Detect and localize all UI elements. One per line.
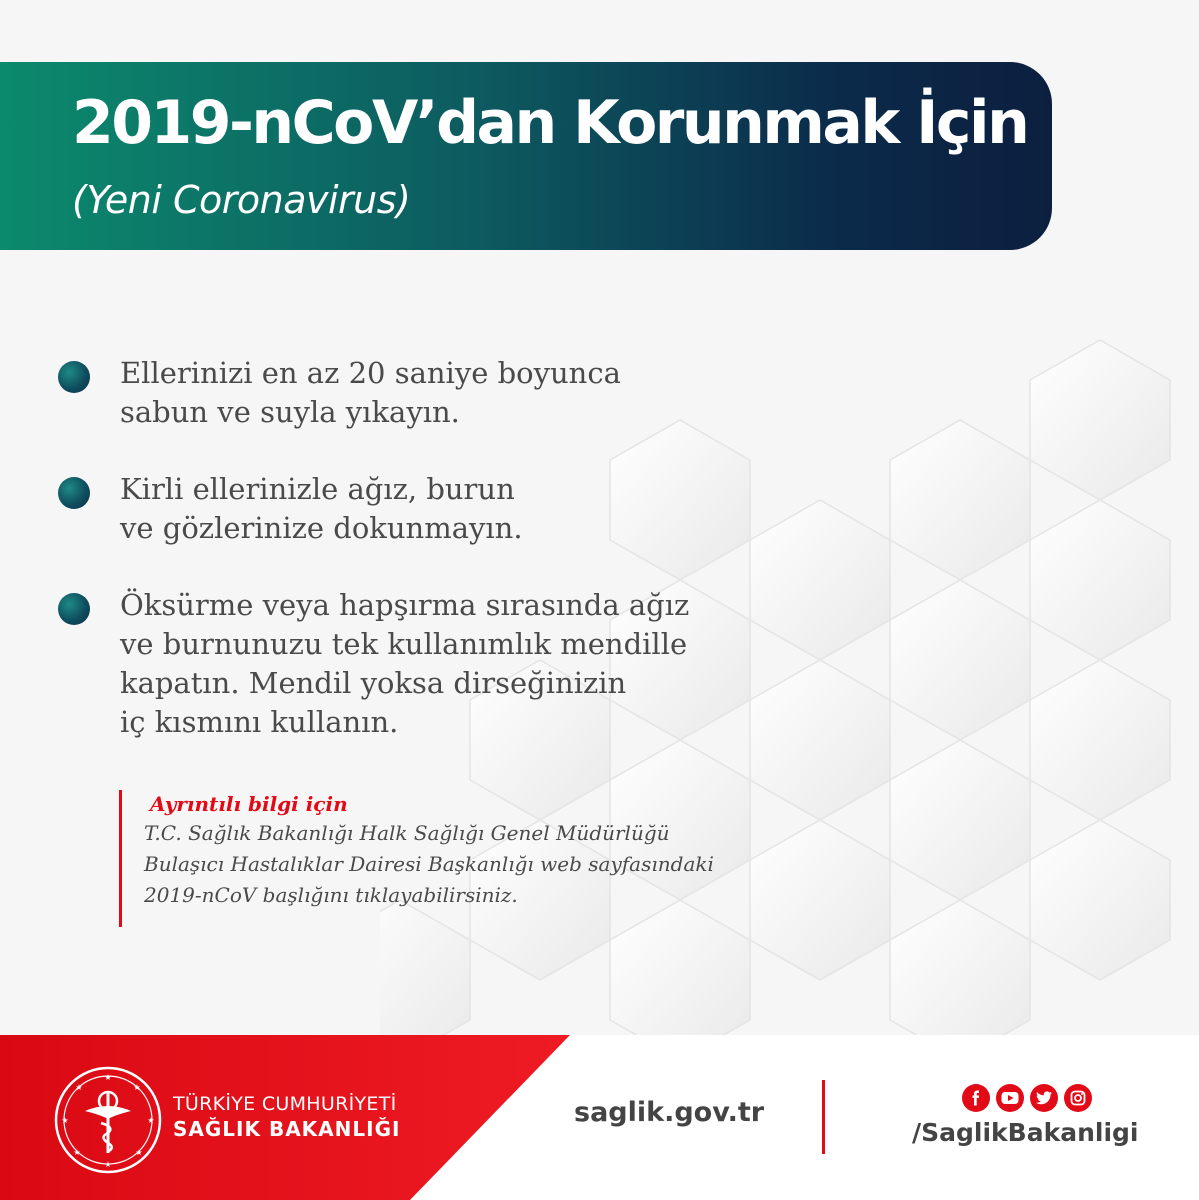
footer (0, 1035, 1199, 1200)
website-link[interactable]: saglik.gov.tr (574, 1097, 765, 1128)
youtube-icon[interactable] (996, 1084, 1024, 1112)
list-item-text: Kirli ellerinizle ağız, burun ve gözlerinize dokunmayın. (120, 472, 523, 545)
list-item (58, 354, 818, 432)
footer-divider (822, 1080, 825, 1154)
twitter-icon[interactable] (1030, 1084, 1058, 1112)
ministry-name: TÜRKİYE CUMHURİYETİ SAĞLIK BAKANLIĞI (173, 1093, 401, 1141)
svg-text:★: ★ (133, 1083, 141, 1092)
page-title: 2019-nCoV’dan Korunmak İçin (72, 88, 1028, 158)
more-info-line: Bulaşıcı Hastalıklar Dairesi Başkanlığı web sayfasındaki (144, 852, 714, 876)
ministry-emblem-icon (53, 1065, 163, 1175)
bullet-dot-icon (58, 361, 90, 393)
more-info-heading: Ayrıntılı bilgi için (150, 792, 348, 816)
more-info-line: T.C. Sağlık Bakanlığı Halk Sağlığı Genel Müdürlüğü (144, 821, 670, 845)
svg-text:★: ★ (73, 1148, 81, 1157)
list-item (58, 470, 818, 548)
svg-text:★: ★ (104, 1160, 112, 1169)
bullet-dot-icon (58, 477, 90, 509)
list-item (58, 586, 818, 742)
svg-text:★: ★ (104, 1073, 112, 1082)
svg-text:★: ★ (61, 1116, 69, 1125)
social-handle[interactable]: /SaglikBakanligi (912, 1118, 1139, 1147)
bullet-dot-icon (58, 593, 90, 625)
page-subtitle: (Yeni Coronavirus) (72, 178, 411, 222)
more-info-box (119, 790, 714, 927)
list-item-text: Öksürme veya hapşırma sırasında ağız ve burnunuzu tek kullanımlık mendille kapatın. Mendil yoksa dirseğinizin iç kısmını kullanın. (120, 588, 690, 739)
instagram-icon[interactable] (1064, 1084, 1092, 1112)
prevention-tips-list (58, 354, 818, 780)
more-info-line: 2019-nCoV başlığını tıklayabilirsiniz. (144, 883, 518, 907)
svg-text:★: ★ (135, 1148, 143, 1157)
list-item-text: Ellerinizi en az 20 saniye boyunca sabun ve suyla yıkayın. (120, 356, 621, 429)
svg-text:★: ★ (147, 1116, 155, 1125)
svg-text:★: ★ (75, 1083, 83, 1092)
social-icons (962, 1084, 1092, 1112)
facebook-icon[interactable] (962, 1084, 990, 1112)
